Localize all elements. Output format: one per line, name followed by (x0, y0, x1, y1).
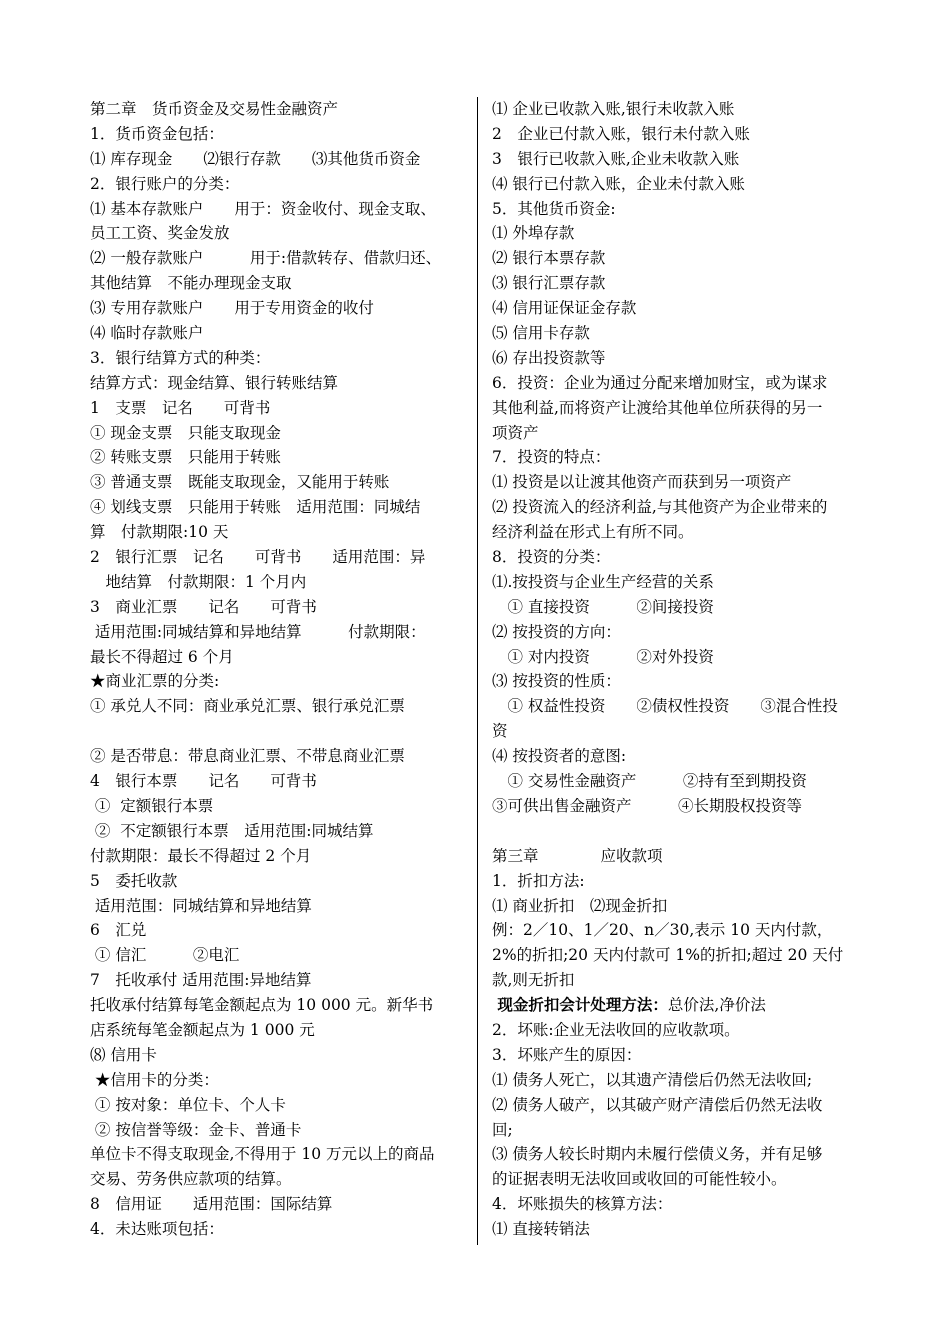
left-column (90, 97, 464, 1242)
text-line: ⑶ 按投资的性质： (492, 672, 621, 691)
text-line: ⑶ 银行汇票存款 (492, 274, 606, 293)
text-line: ⑵ 投资流入的经济利益,与其他资产为企业带来的 (492, 498, 828, 517)
text-line: 适用范围：同城结算和异地结算 (90, 896, 312, 915)
text-line: ⑹ 存出投资款等 (492, 348, 606, 367)
text-line: 1．货币资金包括： (90, 124, 224, 143)
text-line: 4．未达账项包括： (90, 1220, 224, 1239)
text-line: 付款期限：最长不得超过 2 个月 (90, 846, 312, 865)
text-line (90, 719, 464, 744)
text-line: ⑴ 债务人死亡，以其遗产清偿后仍然无法收回; (492, 1070, 813, 1089)
text-line: 交易、劳务供应款项的结算。 (90, 1170, 292, 1189)
text-line: 托收承付结算每笔金额起点为 10 000 元。新华书 (90, 996, 434, 1015)
text-line (492, 993, 864, 1018)
text-line: ⑶ 专用存款账户 用于专用资金的收付 (90, 299, 374, 318)
text-line: 项资产 (492, 423, 539, 442)
text-line: ⑴.按投资与企业生产经营的关系 (492, 572, 714, 591)
text-line: ⑵ 债务人破产，以其破产财产清偿后仍然无法收 (492, 1095, 823, 1114)
text-line: 1．折扣方法: (492, 871, 585, 890)
text-line: ③可供出售金融资产 ④长期股权投资等 (492, 796, 803, 815)
bold-term: 现金折扣会计处理方法： (492, 995, 668, 1015)
text-line: 1 支票 记名 可背书 (90, 398, 271, 417)
text-line: 员工工资、奖金发放 (90, 224, 230, 243)
text-line: ① 定额银行本票 (90, 796, 214, 815)
text-line: 最长不得超过 6 个月 (90, 647, 234, 666)
text-line: 2 银行汇票 记名 可背书 适用范围：异 (90, 548, 426, 567)
text-line: ⑴ 商业折扣 ⑵现金折扣 (492, 896, 668, 915)
text-line: 2．坏账:企业无法收回的应收款项。 (492, 1020, 740, 1039)
text-line: ① 权益性投资 ②债权性投资 ③混合性投 (492, 697, 838, 716)
text-line: ① 对内投资 ②对外投资 (492, 647, 714, 666)
text-line: 2 企业已付款入账，银行未付款入账 (492, 124, 750, 143)
text-line: 3．银行结算方式的种类： (90, 348, 271, 367)
text-line: 2．银行账户的分类： (90, 174, 240, 193)
text-line: ⑻ 信用卡 (90, 1045, 157, 1064)
column-divider (477, 97, 478, 1245)
text-line: ⑶ 债务人较长时期内未履行偿债义务，并有足够 (492, 1145, 823, 1164)
text-line: ★信用卡的分类： (90, 1070, 219, 1089)
text-line: ⑴ 外埠存款 (492, 224, 575, 243)
text-line: 5 委托收款 (90, 871, 178, 890)
text-line: 8 信用证 适用范围：国际结算 (90, 1195, 333, 1214)
text-line: 4．坏账损失的核算方法： (492, 1195, 673, 1214)
text-line: 地结算 付款期限：1 个月内 (90, 572, 307, 591)
text-line: ① 承兑人不同：商业承兑汇票、银行承兑汇票 (90, 697, 405, 716)
text-line: 其他结算 不能办理现金支取 (90, 274, 292, 293)
text-line: ⑷ 银行已付款入账，企业未付款入账 (492, 174, 745, 193)
text-line: 3 商业汇票 记名 可背书 (90, 597, 317, 616)
term-definition: 总价法,净价法 (667, 996, 766, 1015)
text-line: ⑴ 基本存款账户 用于：资金收付、现金支取、 (90, 199, 436, 218)
text-line: ⑴ 库存现金 ⑵银行存款 ⑶其他货币资金 (90, 149, 421, 168)
text-line: 2%的折扣;20 天内付款可 1%的折扣;超过 20 天付 (492, 946, 844, 965)
right-column (492, 97, 864, 1242)
text-line: ⑵ 银行本票存款 (492, 249, 606, 268)
text-line: 的证据表明无法收回或收回的可能性较小。 (492, 1170, 787, 1189)
text-line: 6．投资：企业为通过分配来增加财宝，或为谋求 (492, 373, 828, 392)
text-line: ③ 普通支票 既能支取现金，又能用于转账 (90, 473, 390, 492)
text-line: ⑷ 按投资者的意图: (492, 747, 627, 766)
text-line: ⑵ 按投资的方向： (492, 622, 621, 641)
text-line: ⑴ 企业已收款入账,银行未收款入账 (492, 100, 735, 118)
text-line: ② 是否带息：带息商业汇票、不带息商业汇票 (90, 747, 405, 766)
text-line: 7．投资的特点： (492, 448, 611, 467)
text-line: 7 托收承付 适用范围:异地结算 (90, 971, 312, 990)
text-line: ⑸ 信用卡存款 (492, 324, 590, 343)
text-line: ② 转账支票 只能用于转账 (90, 448, 281, 467)
text-line: ⑴ 直接转销法 (492, 1220, 590, 1239)
text-line: 结算方式：现金结算、银行转账结算 (90, 373, 339, 392)
text-line: 例：2／10、1／20、n／30,表示 10 天内付款， (492, 921, 833, 940)
text-line: 适用范围:同城结算和异地结算 付款期限： (90, 622, 426, 641)
text-line: 第二章 货币资金及交易性金融资产 (90, 100, 339, 118)
text-line: ⑷ 临时存款账户 (90, 324, 204, 343)
text-line: 经济利益在形式上有所不同。 (492, 523, 694, 542)
text-line: 第三章 应收款项 (492, 846, 663, 865)
text-line: 单位卡不得支取现金,不得用于 10 万元以上的商品 (90, 1145, 435, 1164)
text-line: ⑷ 信用证保证金存款 (492, 299, 637, 318)
text-line: ⑵ 一般存款账户 用于:借款转存、借款归还、 (90, 249, 442, 268)
text-line: 其他利益,而将资产让渡给其他单位所获得的另一 (492, 398, 823, 417)
text-line: ① 直接投资 ②间接投资 (492, 597, 714, 616)
text-line (492, 819, 864, 844)
text-line: 回; (492, 1120, 513, 1139)
text-line: 6 汇兑 (90, 921, 147, 940)
text-line: ① 交易性金融资产 ②持有至到期投资 (492, 772, 807, 791)
text-line: ① 按对象：单位卡、个人卡 (90, 1095, 286, 1114)
text-line: 款,则无折扣 (492, 971, 575, 990)
text-line: 5．其他货币资金: (492, 199, 616, 218)
text-line: 4 银行本票 记名 可背书 (90, 772, 317, 791)
text-line: ② 不定额银行本票 适用范围:同城结算 (90, 821, 374, 840)
text-line: ① 信汇 ②电汇 (90, 946, 240, 965)
text-line: 算 付款期限:10 天 (90, 523, 229, 542)
text-line: ⑴ 投资是以让渡其他资产而获到另一项资产 (492, 473, 792, 492)
text-line: ★商业汇票的分类: (90, 672, 220, 691)
text-line: 3．坏账产生的原因： (492, 1045, 642, 1064)
text-line: ① 现金支票 只能支取现金 (90, 423, 281, 442)
text-line: 8．投资的分类： (492, 548, 611, 567)
text-line: 店系统每笔金额起点为 1 000 元 (90, 1020, 315, 1039)
text-line: 资 (492, 722, 508, 741)
text-line: 3 银行已收款入账,企业未收款入账 (492, 149, 740, 168)
text-line: ② 按信誉等级：金卡、普通卡 (90, 1120, 302, 1139)
text-line: ④ 划线支票 只能用于转账 适用范围：同城结 (90, 498, 421, 517)
